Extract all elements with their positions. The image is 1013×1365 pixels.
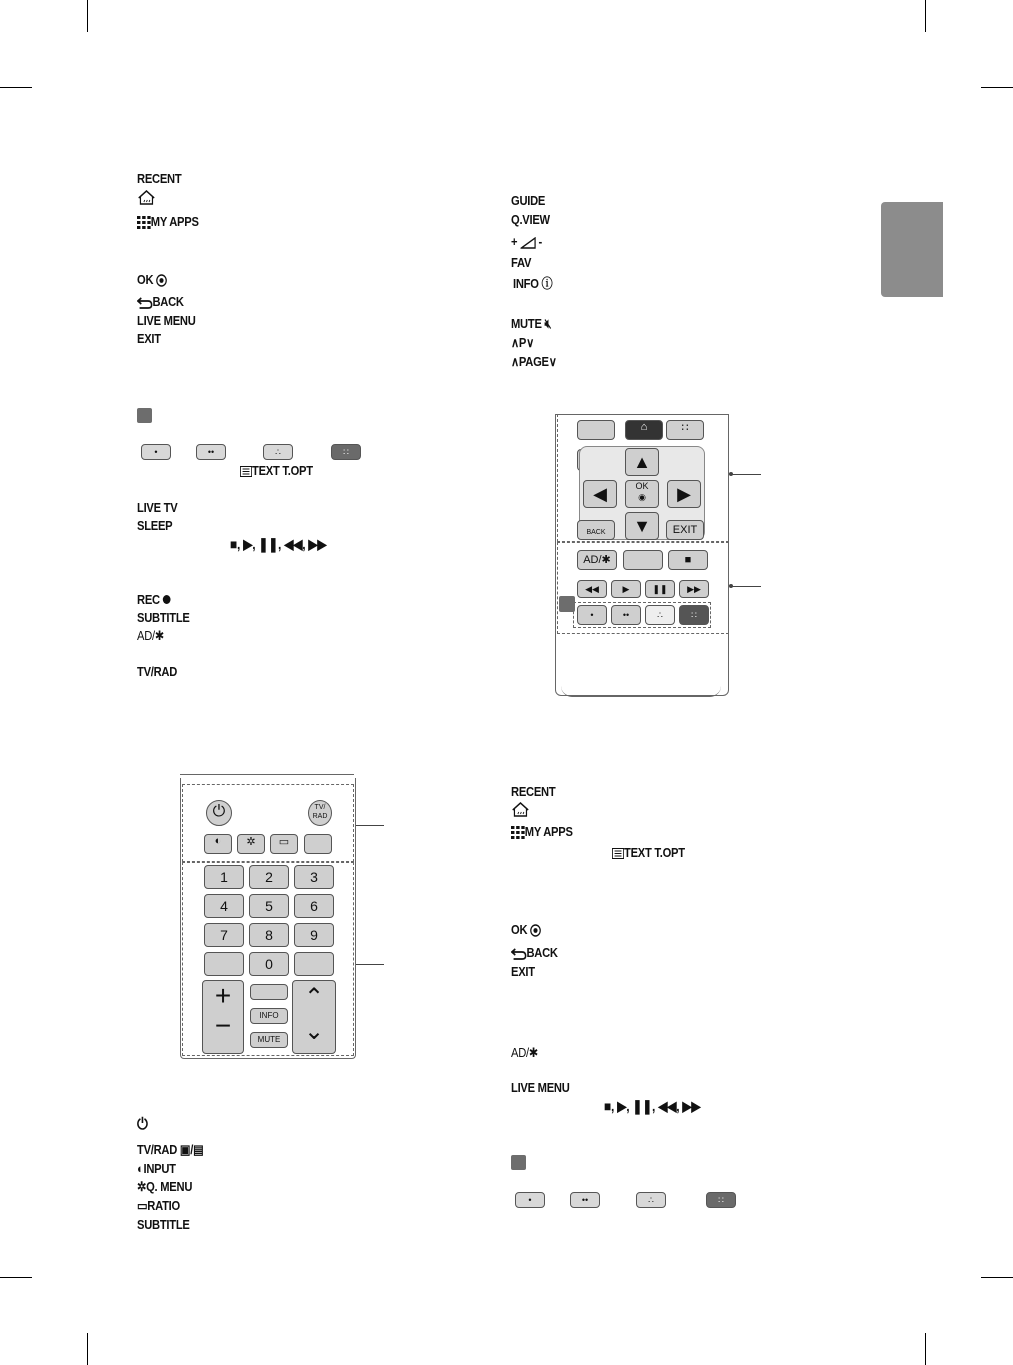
text-icon [612, 848, 624, 859]
yellow-button-icon: ∴ [636, 1192, 666, 1208]
text-icon [240, 466, 252, 477]
info-icon: ⓘ [541, 276, 553, 291]
leader-line [356, 825, 384, 826]
leader-line [731, 474, 761, 475]
label-text-topt-2: TEXT T.OPT [612, 845, 685, 861]
playback-icons: ■, ▶, ❚❚, ◀◀, ▶▶ [230, 536, 327, 552]
apps-grid-icon [137, 216, 151, 230]
leader-line [356, 964, 384, 965]
label-back: BACK [137, 294, 184, 310]
label-input: ◐INPUT [137, 1161, 176, 1176]
label-back-2: BACK [511, 945, 558, 961]
key-6: 6 [294, 894, 334, 918]
key-7: 7 [204, 923, 244, 947]
key-blank-left [204, 952, 244, 976]
label-ad-2: AD/✱ [511, 1045, 538, 1060]
key-1: 1 [204, 865, 244, 889]
blue-button-icon: ∷ [331, 444, 361, 460]
label-p: ∧P∨ [511, 335, 535, 350]
label-exit-2: EXIT [511, 964, 535, 979]
red-button-icon: • [515, 1192, 545, 1208]
label-q-view: Q.VIEW [511, 212, 550, 227]
key-8: 8 [249, 923, 289, 947]
power-icon: ⏻ [137, 1116, 148, 1133]
key-5: 5 [249, 894, 289, 918]
volume-rocker: + − [202, 980, 244, 1054]
leader-line [731, 586, 761, 587]
ratio-button: ▭ [270, 834, 298, 854]
label-mute: MUTE 🔇︎ [511, 316, 552, 331]
blank-top-button [577, 420, 615, 440]
gear-icon: ✲ [137, 1179, 147, 1194]
key-blank-right [294, 952, 334, 976]
ad-button: AD/✱ [577, 550, 617, 570]
leader-dot [729, 472, 733, 476]
grey-square-marker [511, 1155, 526, 1170]
red-button: • [577, 605, 607, 625]
home-icon [511, 802, 530, 822]
label-live-tv: LIVE TV [137, 500, 178, 515]
info-button: INFO [250, 1008, 288, 1024]
blank-mid-button [623, 550, 663, 570]
leader-dot [729, 584, 733, 588]
green-button-icon: •• [570, 1192, 600, 1208]
key-4: 4 [204, 894, 244, 918]
up-arrow-button: ▲ [625, 448, 659, 476]
apps-button: ∷ [666, 420, 704, 440]
playback-icons: ■, ▶, ❚❚, ◀◀, ▶▶ [604, 1098, 701, 1114]
yellow-button-icon: ∴ [263, 444, 293, 460]
crop-mark [0, 1277, 32, 1278]
red-button-icon: • [141, 444, 171, 460]
play-button: ▶ [611, 580, 641, 598]
blank-small-button [250, 984, 288, 1000]
label-recent: RECENT [137, 171, 182, 186]
ok-circle-icon [530, 924, 541, 937]
power-button: ⏻ [206, 800, 232, 826]
blue-button: ∷ [679, 605, 709, 625]
label-ok: OK [137, 272, 167, 288]
crop-mark [925, 1333, 926, 1365]
stop-button: ■ [668, 550, 708, 570]
label-text-topt: TEXT T.OPT [240, 463, 313, 479]
mute-icon: 🔇︎ [544, 316, 552, 331]
label-subtitle-2: SUBTITLE [137, 1217, 190, 1232]
language-tab [881, 202, 943, 297]
forward-button: ▶▶ [679, 580, 709, 598]
label-my-apps-2: MY APPS [511, 824, 573, 840]
input-button: ◐ [204, 834, 232, 854]
pause-button: ❚❚ [645, 580, 675, 598]
exit-button: EXIT [666, 520, 704, 540]
label-tv-rad: TV/RAD [137, 664, 178, 679]
key-2: 2 [249, 865, 289, 889]
crop-mark [87, 0, 88, 32]
grey-square-marker [559, 596, 575, 612]
label-exit: EXIT [137, 331, 161, 346]
label-recent-2: RECENT [511, 784, 556, 799]
grey-square-marker [137, 408, 152, 423]
key-3: 3 [294, 865, 334, 889]
label-tv-rad-2: TV/RAD ▣/▤ [137, 1142, 204, 1157]
key-9: 9 [294, 923, 334, 947]
label-ratio: ▭RATIO [137, 1198, 180, 1213]
back-button: BACK [577, 520, 615, 540]
rewind-button: ◀◀ [577, 580, 607, 598]
remote-bottom-illustration [553, 412, 735, 712]
channel-rocker: ⌃ ⌄ [292, 980, 336, 1054]
label-volume: + - [511, 234, 542, 249]
yellow-button: ∴ [645, 605, 675, 625]
home-icon [137, 190, 156, 210]
label-fav: FAV [511, 255, 532, 270]
volume-icon [520, 237, 535, 249]
ok-button: OK ◉ [625, 480, 659, 508]
down-arrow-button: ▼ [625, 512, 659, 540]
label-guide: GUIDE [511, 193, 546, 208]
mute-button: MUTE [250, 1032, 288, 1048]
label-rec: REC [137, 592, 170, 608]
crop-mark [981, 1277, 1013, 1278]
green-button: •• [611, 605, 641, 625]
record-dot-icon [162, 595, 170, 604]
blank-button [304, 834, 332, 854]
label-subtitle: SUBTITLE [137, 610, 190, 625]
blue-button-icon: ∷ [706, 1192, 736, 1208]
remote-top-illustration [178, 770, 360, 1060]
ok-circle-icon [156, 274, 167, 287]
label-live-menu: LIVE MENU [137, 313, 196, 328]
input-icon: ◐ [137, 1161, 144, 1176]
back-arrow-icon [137, 297, 152, 309]
label-ad: AD/✱ [137, 628, 164, 643]
crop-mark [981, 87, 1013, 88]
label-q-menu: ✲Q. MENU [137, 1179, 193, 1194]
settings-button: ✲ [237, 834, 265, 854]
crop-mark [87, 1333, 88, 1365]
label-ok-2: OK [511, 922, 541, 938]
back-arrow-icon [511, 948, 526, 960]
tv-radio-icon: ▣/▤ [179, 1142, 204, 1157]
crop-mark [0, 87, 32, 88]
label-info: INFO ⓘ [513, 276, 553, 291]
right-arrow-button: ▶ [667, 480, 701, 508]
key-0: 0 [249, 952, 289, 976]
ratio-icon: ▭ [137, 1198, 148, 1213]
label-live-menu-2: LIVE MENU [511, 1080, 570, 1095]
left-arrow-button: ◀ [583, 480, 617, 508]
green-button-icon: •• [196, 444, 226, 460]
label-my-apps: MY APPS [137, 214, 199, 230]
label-sleep: SLEEP [137, 518, 173, 533]
tv-rad-button: TV/ RAD [308, 800, 332, 826]
crop-mark [925, 0, 926, 32]
home-button: ⌂ [625, 420, 663, 440]
label-page: ∧PAGE∨ [511, 354, 557, 369]
apps-grid-icon [511, 826, 525, 840]
